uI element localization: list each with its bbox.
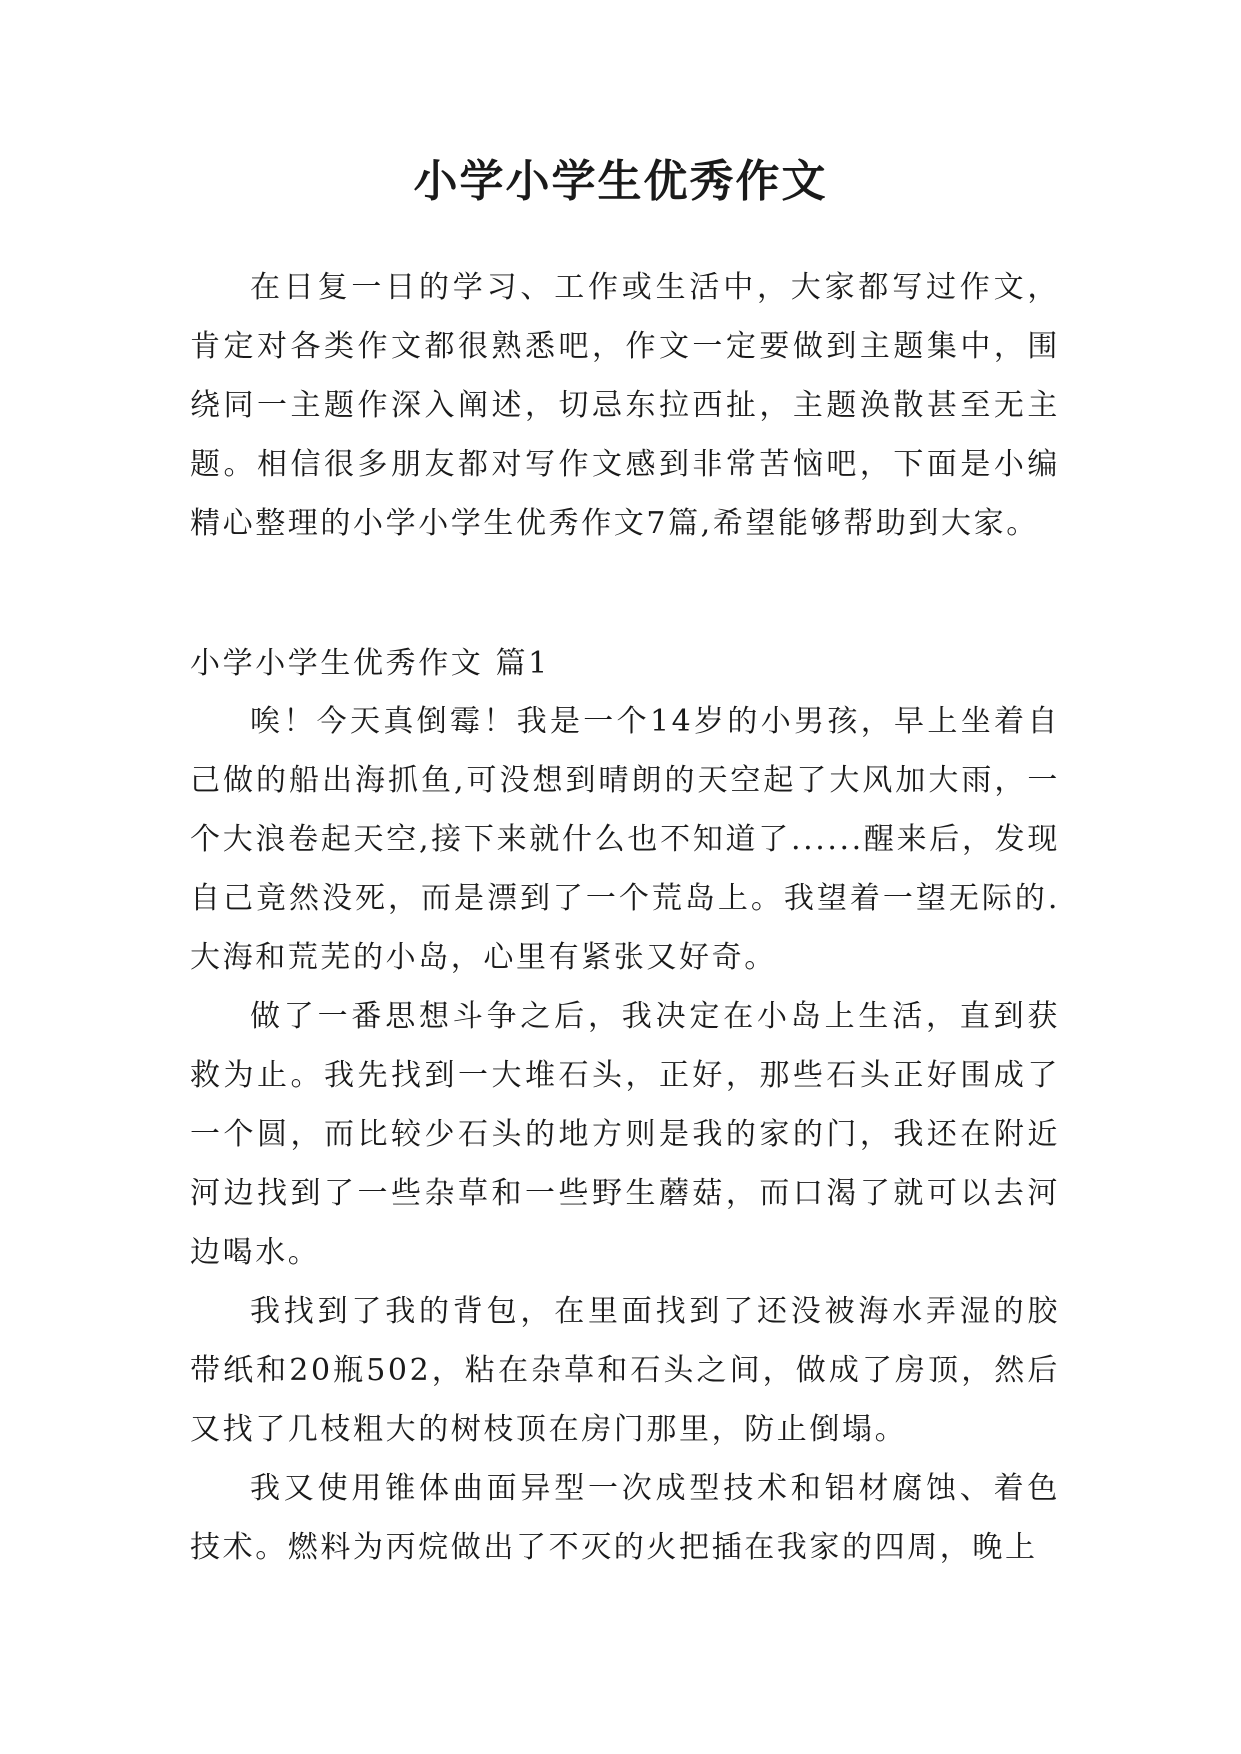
essay-body	[190, 692, 1060, 1577]
essay-paragraph: 做了一番思想斗争之后，我决定在小岛上生活，直到获救为止。我先找到一大堆石头，正好，那些石头正好围成了一个圆，而比较少石头的地方则是我的家的门，我还在附近河边找到了一些杂草和一些野生蘑菇，而口渴了就可以去河边喝水。	[190, 999, 1060, 1270]
intro-section	[190, 258, 1060, 553]
essay-paragraph: 我找到了我的背包，在里面找到了还没被海水弄湿的胶带纸和20瓶502，粘在杂草和石头之间，做成了房顶，然后又找了几枝粗大的树枝顶在房门那里，防止倒塌。	[190, 1294, 1060, 1447]
intro-paragraph: 在日复一日的学习、工作或生活中，大家都写过作文，肯定对各类作文都很熟悉吧，作文一定要做到主题集中，围绕同一主题作深入阐述，切忌东拉西扯，主题涣散甚至无主题。相信很多朋友都对写作文感到非常苦恼吧，下面是小编精心整理的小学小学生优秀作文7篇,希望能够帮助到大家。	[190, 270, 1060, 541]
essay-paragraph: 我又使用锥体曲面异型一次成型技术和铝材腐蚀、着色技术。燃料为丙烷做出了不灭的火把插在我家的四周，晚上	[190, 1471, 1060, 1565]
document-title: 小学小学生优秀作文	[413, 156, 828, 207]
essay-paragraph: 唉！今天真倒霉！我是一个14岁的小男孩，早上坐着自己做的船出海抓鱼,可没想到晴朗的天空起了大风加大雨，一个大浪卷起天空,接下来就什么也不知道了......醒来后，发现自己竟然没死，而是漂到了一个荒岛上。我望着一望无际的.大海和荒芜的小岛，心里有紧张又好奇。	[190, 704, 1060, 975]
section-heading: 小学小学生优秀作文 篇1	[190, 646, 550, 681]
